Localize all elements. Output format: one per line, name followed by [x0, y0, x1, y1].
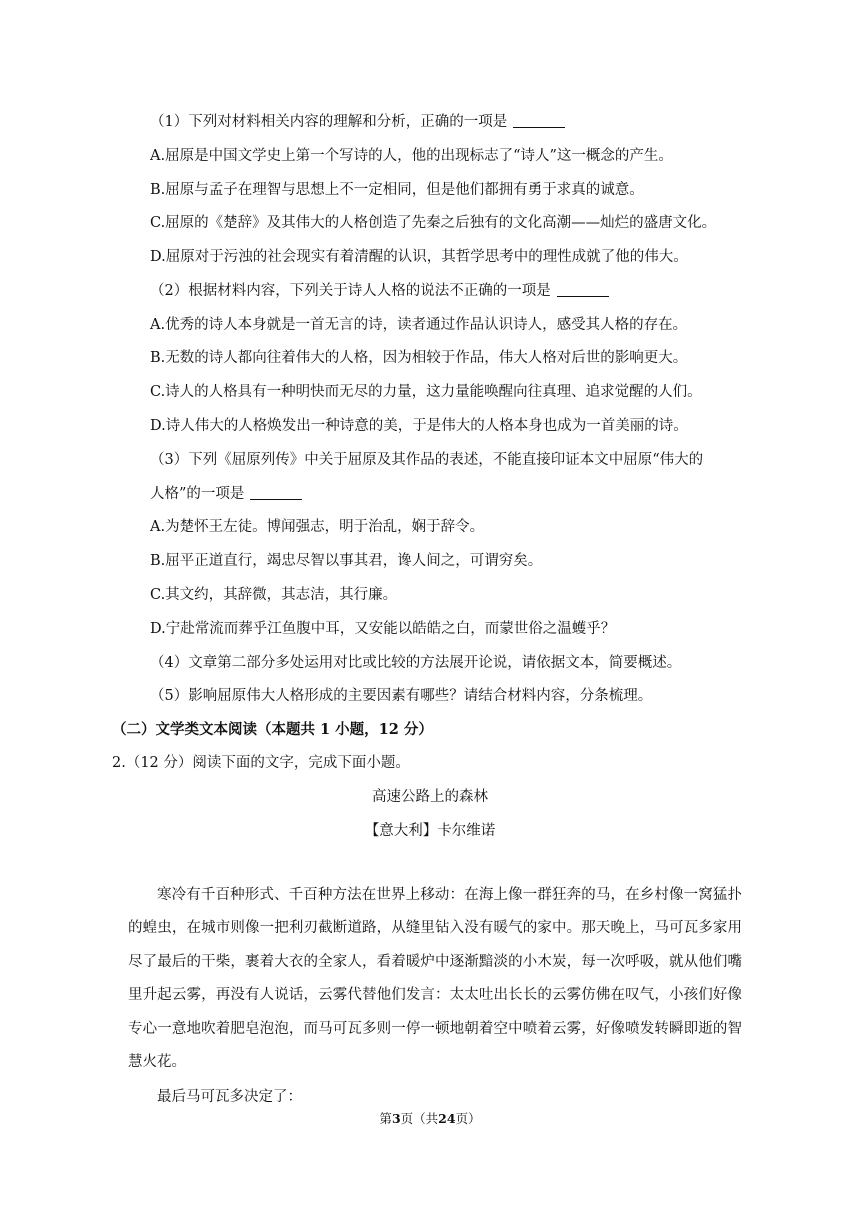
page-number: 3 [391, 1111, 401, 1126]
question-2-intro: 2.（12 分）阅读下面的文字，完成下面小题。 [112, 755, 410, 771]
story-title: 高速公路上的森林 [372, 789, 488, 805]
story-paragraph-2: 最后马可瓦多决定了： [157, 1089, 302, 1105]
answer-blank [250, 485, 302, 500]
page-footer: 第3页（共24页） [379, 1111, 481, 1126]
q3-stem-line1: （3）下列《屈原列传》中关于屈原及其作品的表述，不能直接印证本文中屈原“伟大的 [150, 452, 704, 468]
q2-option-b: B.无数的诗人都向往着伟大的人格，因为相较于作品，伟大人格对后世的影响更大。 [150, 350, 688, 366]
q3-stem-line2: 人格”的一项是 [150, 484, 302, 504]
q5: （5）影响屈原伟大人格形成的主要因素有哪些？请结合材料内容，分条梳理。 [150, 688, 653, 704]
q1-option-d: D.屈原对于污浊的社会现实有着清醒的认识，其哲学思考中的理性成就了他的伟大。 [150, 249, 688, 265]
q2-stem: （2）根据材料内容，下列关于诗人人格的说法不正确的一项是 [150, 281, 609, 301]
page-total: 24 [438, 1111, 456, 1126]
q2-option-d: D.诗人伟大的人格焕发出一种诗意的美，于是伟大的人格本身也成为一首美丽的诗。 [150, 418, 688, 434]
q4: （4）文章第二部分多处运用对比或比较的方法展开论说，请依据文本，简要概述。 [150, 655, 682, 671]
answer-blank [557, 282, 609, 297]
q1-option-c: C.屈原的《楚辞》及其伟大的人格创造了先秦之后独有的文化高潮——灿烂的盛唐文化。 [150, 215, 717, 231]
story-author: 【意大利】卡尔维诺 [364, 823, 496, 839]
section-heading: （二）文学类文本阅读（本题共 1 小题，12 分） [112, 721, 433, 738]
q3-option-a: A.为楚怀王左徒。博闻强志，明于治乱，娴于辞令。 [150, 519, 485, 535]
q2-option-c: C.诗人的人格具有一种明快而无尽的力量，这力量能唤醒向往真理、追求觉醒的人们。 [150, 384, 702, 400]
q3-option-c: C.其文约，其辞微，其志洁，其行廉。 [150, 587, 398, 603]
answer-blank [513, 113, 565, 128]
q1-option-b: B.屈原与孟子在理智与思想上不一定相同，但是他们都拥有勇于求真的诚意。 [150, 182, 644, 198]
story-paragraph-1: 寒冷有千百种形式、千百种方法在世界上移动：在海上像一群狂奔的马，在乡村像一窝猛扑的蝗虫，在城市则像一把利刃截断道路，从缝里钻入没有暖气的家中。那天晚上，马可瓦多家用尽了最后的干柴，裹着大衣的全家人，看着暖炉中逐渐黯淡的小木炭，每一次呼吸，就从他们嘴里升起云雾，再没有人说话，云雾代替他们发言：太太吐出长长的云雾仿佛在叹气，小孩们好像专心一意地吹着肥皂泡泡，而马可瓦多则一停一顿地朝着空中喷着云雾，好像喷发转瞬即逝的智慧火花。 [128, 887, 742, 1071]
q1-stem: （1）下列对材料相关内容的理解和分析，正确的一项是 [150, 112, 565, 132]
q3-option-d: D.宁赴常流而葬乎江鱼腹中耳，又安能以皓皓之白，而蒙世俗之温蠖乎？ [150, 621, 616, 637]
q2-option-a: A.优秀的诗人本身就是一首无言的诗，读者通过作品认识诗人，感受其人格的存在。 [150, 317, 688, 333]
q1-option-a: A.屈原是中国文学史上第一个写诗的人，他的出现标志了“诗人”这一概念的产生。 [150, 148, 673, 164]
q3-option-b: B.屈平正道直行，竭忠尽智以事其君，谗人间之，可谓穷矣。 [150, 553, 543, 569]
